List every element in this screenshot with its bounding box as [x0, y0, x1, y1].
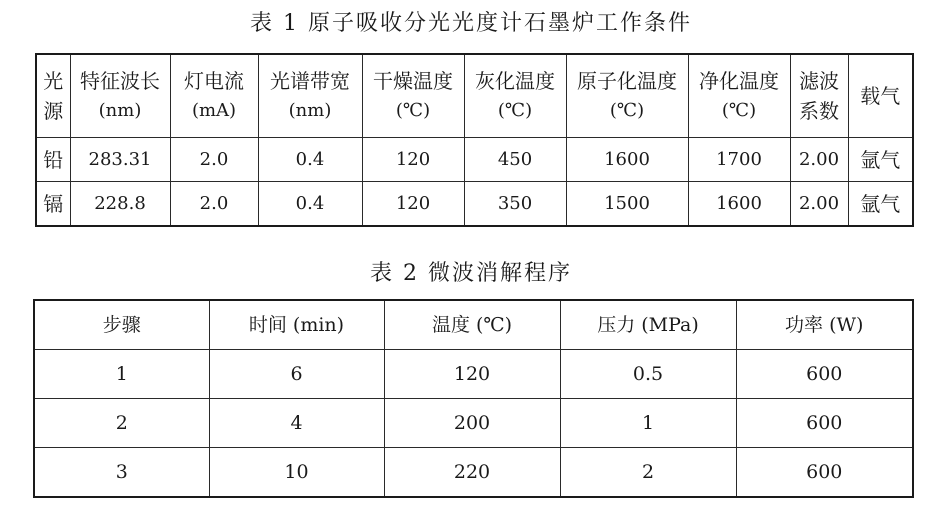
header-atomization-temp: 原子化温度 (℃) [566, 54, 688, 138]
table2-title: 表 2 微波消解程序 [370, 261, 572, 286]
cell-time: 4 [209, 399, 384, 448]
cell-element: 镉 [36, 182, 70, 227]
cell-element: 铅 [36, 138, 70, 182]
cell-temperature: 120 [384, 350, 560, 399]
cell-power: 600 [736, 350, 913, 399]
table-row [36, 138, 913, 182]
header-bandwidth: 光谱带宽 (nm) [258, 54, 362, 138]
cell-wavelength: 283.31 [70, 138, 170, 182]
cell-temperature: 200 [384, 399, 560, 448]
cell-time: 10 [209, 448, 384, 498]
cell-power: 600 [736, 448, 913, 498]
cell-ashing-temp: 450 [464, 138, 566, 182]
cell-drying-temp: 120 [362, 138, 464, 182]
header-carrier-gas: 载气 [848, 54, 913, 138]
header-power: 功率 (W) [736, 300, 913, 350]
cell-ashing-temp: 350 [464, 182, 566, 227]
header-filter-coefficient: 滤波 系数 [790, 54, 848, 138]
cell-pressure: 2 [560, 448, 736, 498]
cell-pressure: 0.5 [560, 350, 736, 399]
cell-wavelength: 228.8 [70, 182, 170, 227]
cell-atomization-temp: 1600 [566, 138, 688, 182]
cell-time: 6 [209, 350, 384, 399]
cell-cleaning-temp: 1700 [688, 138, 790, 182]
header-lamp-current: 灯电流 (mA) [170, 54, 258, 138]
header-light-source: 光 源 [36, 54, 70, 138]
cell-carrier-gas: 氩气 [848, 138, 913, 182]
header-ashing-temp: 灰化温度 (℃) [464, 54, 566, 138]
table-row [34, 448, 913, 498]
cell-bandwidth: 0.4 [258, 138, 362, 182]
cell-step: 1 [34, 350, 209, 399]
cell-bandwidth: 0.4 [258, 182, 362, 227]
table1-title: 表 1 原子吸收分光光度计石墨炉工作条件 [250, 11, 692, 36]
table2-microwave-digestion-program [33, 299, 914, 498]
header-time: 时间 (min) [209, 300, 384, 350]
table1-graphite-furnace-conditions [35, 53, 914, 227]
cell-step: 3 [34, 448, 209, 498]
cell-lamp-current: 2.0 [170, 182, 258, 227]
header-wavelength: 特征波长 (nm) [70, 54, 170, 138]
cell-filter-coefficient: 2.00 [790, 182, 848, 227]
table-row [34, 399, 913, 448]
cell-atomization-temp: 1500 [566, 182, 688, 227]
header-pressure: 压力 (MPa) [560, 300, 736, 350]
header-drying-temp: 干燥温度 (℃) [362, 54, 464, 138]
cell-power: 600 [736, 399, 913, 448]
cell-carrier-gas: 氩气 [848, 182, 913, 227]
table2-header-row [34, 300, 913, 350]
table-row [34, 350, 913, 399]
cell-pressure: 1 [560, 399, 736, 448]
cell-temperature: 220 [384, 448, 560, 498]
table-row [36, 182, 913, 227]
header-step: 步骤 [34, 300, 209, 350]
cell-lamp-current: 2.0 [170, 138, 258, 182]
cell-drying-temp: 120 [362, 182, 464, 227]
header-cleaning-temp: 净化温度 (℃) [688, 54, 790, 138]
header-temperature: 温度 (℃) [384, 300, 560, 350]
cell-cleaning-temp: 1600 [688, 182, 790, 227]
cell-filter-coefficient: 2.00 [790, 138, 848, 182]
cell-step: 2 [34, 399, 209, 448]
table1-header-row [36, 54, 913, 138]
